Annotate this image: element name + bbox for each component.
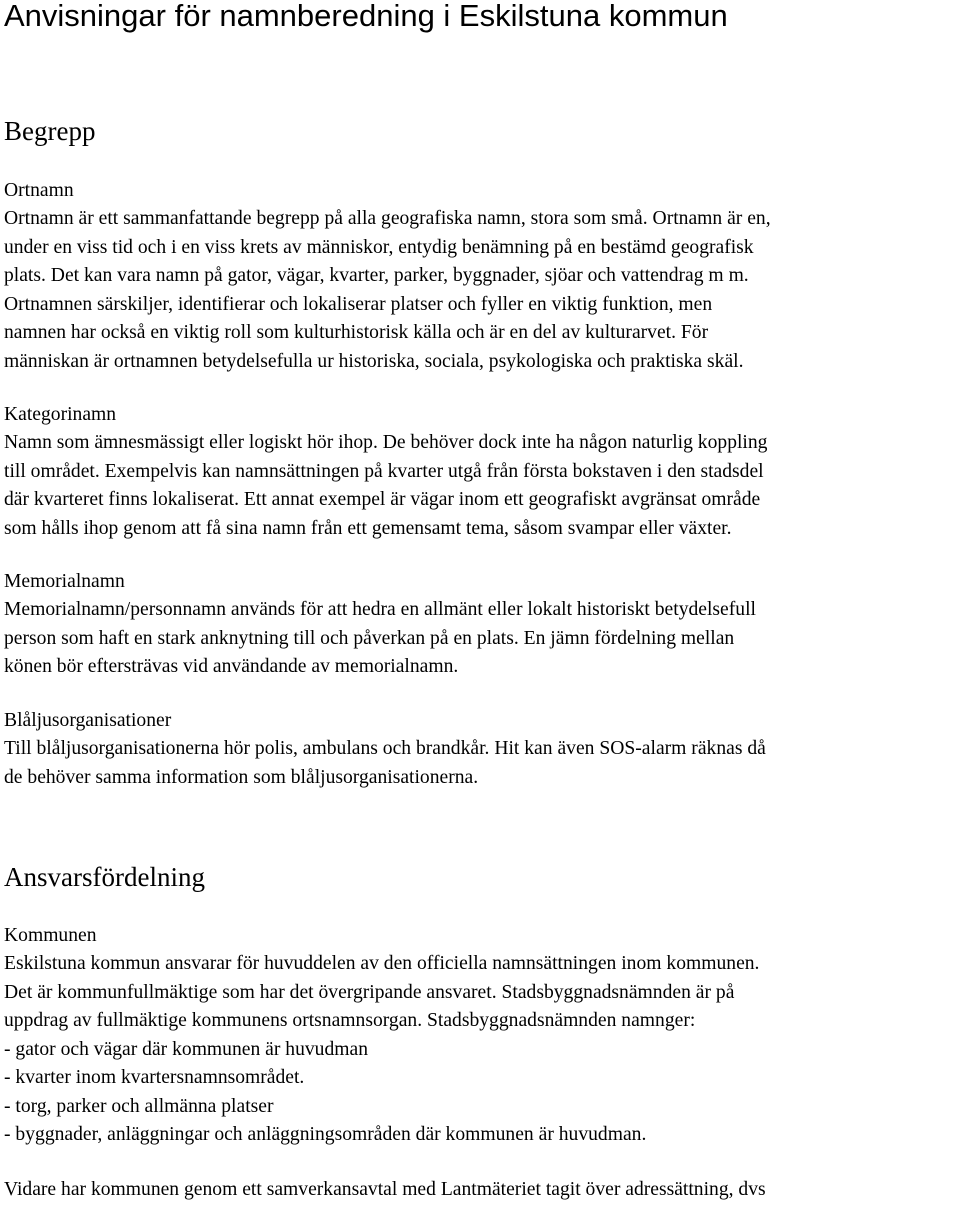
text-line: Memorialnamn/personnamn används för att hedra en allmänt eller lokalt historiskt betydelsefull xyxy=(4,599,756,620)
paragraph-ortnamn xyxy=(4,205,960,376)
text-line: uppdrag av fullmäktige kommunens ortsnamnsorgan. Stadsbyggnadsnämnden namnger: xyxy=(4,1010,696,1031)
subheading-ortnamn: Ortnamn xyxy=(4,180,74,201)
text-line: till området. Exempelvis kan namnsättningen på kvarter utgå från första bokstaven i den stadsdel xyxy=(4,460,764,482)
paragraph-memorialnamn xyxy=(4,596,960,682)
text-line: Namn som ämnesmässigt eller logiskt hör ihop. De behöver dock inte ha någon naturlig koppling xyxy=(4,432,768,453)
text-line: Ortnamnen särskiljer, identifierar och lokaliserar platser och fyller en viktig funktion, men xyxy=(4,293,713,315)
text-line: de behöver samma information som blåljusorganisationerna. xyxy=(4,766,479,788)
subheading-kommunen: Kommunen xyxy=(4,925,97,946)
list-item: - byggnader, anläggningar och anläggningsområden där kommunen är huvudman. xyxy=(4,1124,647,1145)
text-line: namnen har också en viktig roll som kulturhistorisk källa och är en del av kulturarvet. För xyxy=(4,322,709,343)
text-line: Det är kommunfullmäktige som har det övergripande ansvaret. Stadsbyggnadsnämnden är på xyxy=(4,981,735,1003)
text-line: Vidare har kommunen genom ett samverkansavtal med Lantmäteriet tagit över adressättning, dvs xyxy=(4,1179,766,1200)
text-line: under en viss tid och i en viss krets av människor, entydig benämning på en bestämd geografisk xyxy=(4,236,754,258)
list-item: - gator och vägar där kommunen är huvudman xyxy=(4,1038,368,1060)
text-line: person som haft en stark anknytning till och påverkan på en plats. En jämn fördelning mellan xyxy=(4,627,735,649)
text-line: Till blåljusorganisationerna hör polis, ambulans och brandkår. Hit kan även SOS-alarm räknas då xyxy=(4,738,766,759)
text-line: Eskilstuna kommun ansvarar för huvuddelen av den officiella namnsättningen inom kommunen. xyxy=(4,953,760,974)
list-item: - kvarter inom kvartersnamnsområdet. xyxy=(4,1067,305,1088)
section-heading-ansvarsfordelning: Ansvarsfördelning xyxy=(4,862,205,892)
text-line: som hålls ihop genom att få sina namn från ett gemensamt tema, såsom svampar eller växter. xyxy=(4,517,732,539)
subheading-memorialnamn: Memorialnamn xyxy=(4,571,125,592)
paragraph-samverkansavtal xyxy=(4,1176,960,1205)
subheading-blaljusorganisationer: Blåljusorganisationer xyxy=(4,710,172,731)
document-title: Anvisningar för namnberedning i Eskilstuna kommun xyxy=(4,0,728,33)
text-line: könen bör eftersträvas vid användande av memorialnamn. xyxy=(4,656,459,677)
subheading-kategorinamn: Kategorinamn xyxy=(4,404,117,425)
text-line: Ortnamn är ett sammanfattande begrepp på alla geografiska namn, stora som små. Ortnamn är en, xyxy=(4,208,771,229)
text-line: människan är ortnamnen betydelsefulla ur historiska, sociala, psykologiska och praktiska skäl. xyxy=(4,350,744,372)
text-line: där kvarteret finns lokaliserat. Ett annat exempel är vägar inom ett geografiskt avgränsat område xyxy=(4,489,761,510)
paragraph-kommunen xyxy=(4,950,960,1150)
text-line: plats. Det kan vara namn på gator, vägar, kvarter, parker, byggnader, sjöar och vattendrag m m. xyxy=(4,265,749,286)
paragraph-blaljusorganisationer xyxy=(4,735,960,792)
list-item: - torg, parker och allmänna platser xyxy=(4,1095,274,1117)
paragraph-kategorinamn xyxy=(4,429,960,543)
section-heading-begrepp: Begrepp xyxy=(4,116,96,146)
